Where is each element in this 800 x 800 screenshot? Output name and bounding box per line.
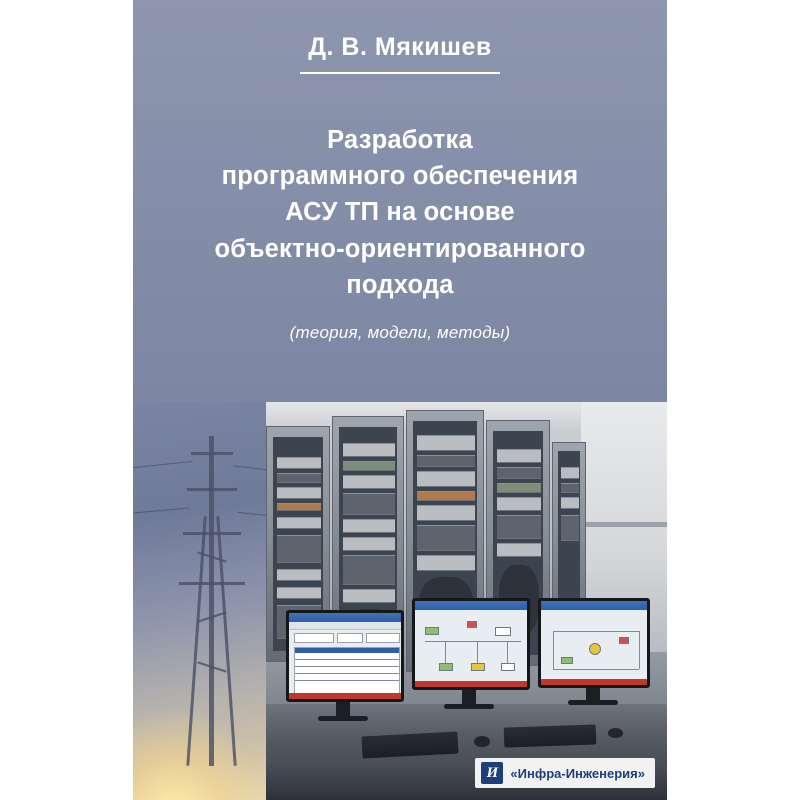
publisher-name: «Инфра-Инженерия» (510, 765, 645, 781)
io-module (497, 483, 541, 493)
title-line-4: объектно-ориентированного (214, 234, 586, 263)
io-module (497, 497, 541, 511)
io-module (561, 497, 579, 509)
keyboard (504, 724, 597, 747)
title-line-5: подхода (346, 270, 454, 299)
io-module (343, 461, 395, 471)
screen-titlebar (415, 601, 527, 610)
io-module (497, 467, 541, 479)
wall-stripe (581, 522, 667, 527)
mimic-element (471, 663, 485, 671)
monitor-right-base (568, 700, 618, 705)
io-module (497, 449, 541, 463)
io-module (277, 535, 321, 563)
io-module (343, 493, 395, 515)
io-module (417, 491, 475, 501)
mimic-branch (553, 631, 554, 669)
screen-table-header (295, 648, 399, 653)
io-module (277, 473, 321, 483)
screen-panel (337, 633, 363, 643)
mimic-branch (477, 641, 478, 663)
io-module (497, 515, 541, 539)
io-module (343, 589, 395, 603)
mimic-branch (507, 641, 508, 663)
publisher-badge (475, 758, 655, 788)
screen-toolbar (289, 622, 401, 630)
io-module (343, 537, 395, 551)
screen-statusbar (415, 681, 530, 687)
io-module (417, 471, 475, 487)
mimic-element (619, 637, 629, 644)
mimic-element (439, 663, 453, 671)
io-module (277, 457, 321, 469)
monitor-center-screen (415, 601, 527, 687)
io-module (417, 525, 475, 551)
book-subtitle: (теория, модели, методы) (289, 323, 511, 343)
screen-panel (366, 633, 400, 643)
io-module (277, 503, 321, 511)
monitor-left-base (318, 716, 368, 721)
author-name: Д. В. Мякишев (308, 33, 492, 61)
mimic-element (501, 663, 515, 671)
monitor-right-screen (541, 601, 647, 685)
io-module (277, 517, 321, 529)
screen-titlebar (541, 601, 647, 610)
transmission-tower-icon (185, 436, 239, 766)
screen-table-row (295, 680, 399, 681)
io-module (561, 467, 579, 479)
io-module (561, 515, 579, 541)
io-module (417, 455, 475, 467)
mimic-bus (553, 669, 639, 670)
author-divider (300, 72, 500, 74)
author-block (133, 34, 667, 74)
io-module (343, 443, 395, 457)
screen-table-row (295, 659, 399, 660)
io-module (497, 543, 541, 557)
io-module (277, 569, 321, 581)
mimic-element (467, 621, 477, 628)
mouse (474, 736, 490, 747)
mimic-branch (445, 641, 446, 663)
io-module (277, 487, 321, 499)
screen-statusbar (541, 679, 650, 685)
photo-control-room (266, 402, 667, 800)
mimic-element (589, 643, 601, 655)
monitor-center-base (444, 704, 494, 709)
mimic-element (561, 657, 573, 664)
power-line (237, 512, 266, 517)
cover-photo (133, 402, 667, 800)
monitor-center (412, 598, 530, 690)
io-module (417, 555, 475, 571)
mimic-element (425, 627, 439, 635)
mimic-bus (553, 631, 639, 632)
mimic-branch (639, 631, 640, 669)
screen-table-row (295, 666, 399, 667)
mimic-element (495, 627, 511, 636)
screen-statusbar (289, 693, 404, 699)
monitor-right (538, 598, 650, 688)
io-module (343, 519, 395, 533)
power-line (133, 461, 193, 468)
title-line-3: АСУ ТП на основе (285, 198, 515, 227)
io-module (343, 475, 395, 489)
io-module (343, 555, 395, 585)
book-title (163, 122, 637, 343)
screen-table-row (295, 673, 399, 674)
publisher-logo-icon: И (481, 762, 503, 784)
io-module (417, 435, 475, 451)
title-line-1: Разработка (327, 126, 473, 154)
monitor-left (286, 610, 404, 702)
book-cover (133, 0, 667, 800)
mouse (608, 728, 623, 738)
io-module (417, 505, 475, 521)
cover-top-panel (133, 0, 667, 402)
power-line (133, 508, 189, 514)
io-module (277, 587, 321, 599)
screen-table (294, 647, 400, 695)
title-line-2: программного обеспечения (221, 162, 579, 191)
monitor-left-screen (289, 613, 401, 699)
screen-titlebar (289, 613, 401, 622)
screen-panel (294, 633, 334, 643)
photo-pylon-scene (133, 402, 266, 800)
io-module (561, 483, 579, 493)
